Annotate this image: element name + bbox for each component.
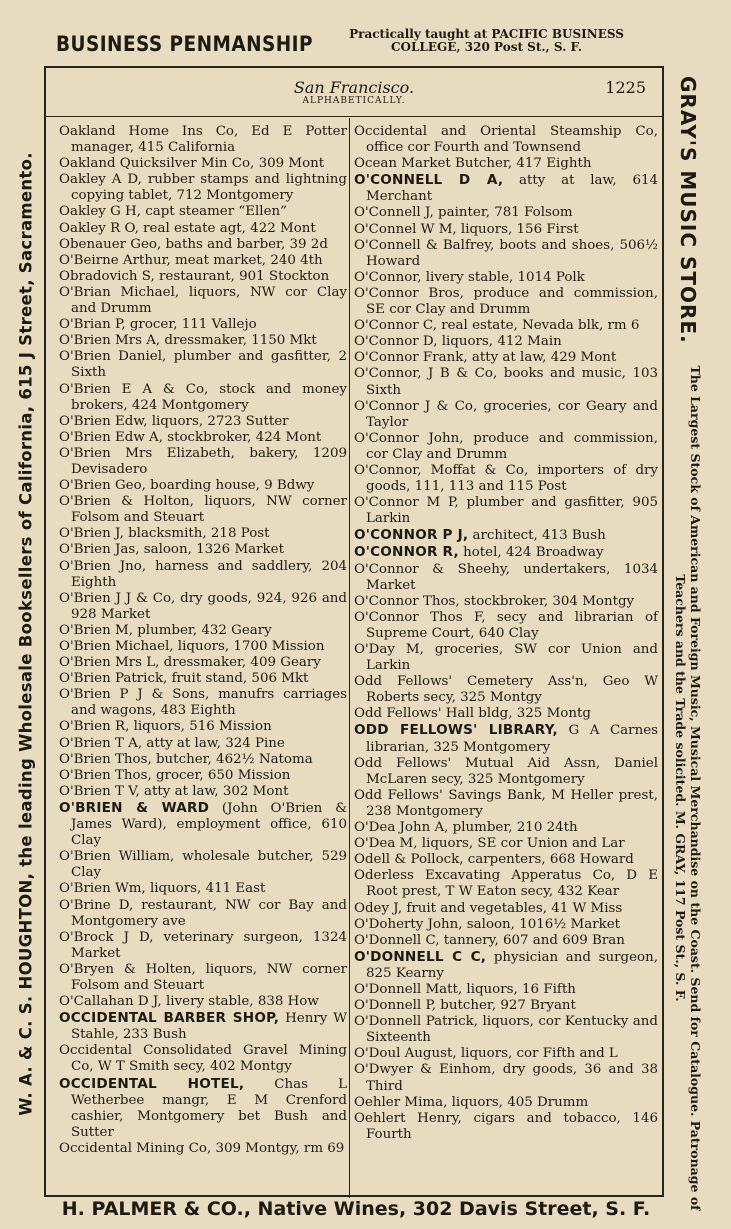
directory-entry <box>354 674 658 706</box>
directory-entry <box>59 333 347 349</box>
entry-bold-name: O'CONNELL D A, <box>354 172 504 189</box>
directory-entry <box>354 836 658 852</box>
entry-text: Henry W Stahle, 233 Bush <box>71 1011 348 1043</box>
entry-text: G A Carnes librarian, 325 Montgomery <box>366 723 658 755</box>
entry-text: Obenauer Geo, baths and barber, 39 2d <box>59 236 328 252</box>
entry-text: Oehlert Henry, cigars and tobacco, 146 Fourth <box>354 1110 658 1142</box>
directory-entry <box>59 317 347 333</box>
directory-entry <box>354 610 658 642</box>
directory-entry <box>354 318 658 334</box>
directory-entry <box>354 1014 658 1046</box>
entry-text: Oakland Quicksilver Min Co, 309 Mont <box>59 156 325 172</box>
directory-entry <box>59 430 347 446</box>
directory-entry <box>59 542 347 558</box>
directory-entry <box>59 930 347 962</box>
directory-entry <box>354 722 658 755</box>
directory-entry <box>354 527 658 544</box>
directory-entry <box>59 849 347 881</box>
entry-text: O'Connor Thos, stockbroker, 304 Montgy <box>354 593 635 609</box>
entry-bold-name: ODD FELLOWS' LIBRARY, <box>354 722 558 739</box>
directory-entry <box>59 237 347 253</box>
directory-entry <box>59 494 347 526</box>
directory-entry <box>59 285 347 317</box>
entry-text: O'Callahan D J, livery stable, 838 How <box>59 994 319 1010</box>
entry-bold-name: O'BRIEN & WARD <box>59 799 210 816</box>
directory-entry <box>354 982 658 998</box>
directory-entry <box>354 1095 658 1111</box>
entry-text: O'Dea M, liquors, SE cor Union and Lar <box>354 836 625 852</box>
entry-text: O'Brien J J & Co, dry goods, 924, 926 and 928 Market <box>59 590 347 622</box>
entry-text: Occidental Mining Co, 309 Montgy, rm 69 <box>59 1140 345 1156</box>
directory-entry <box>59 382 347 414</box>
directory-entry <box>59 1076 347 1141</box>
directory-entry <box>354 756 658 788</box>
directory-entry <box>354 852 658 868</box>
directory-entry <box>354 350 658 366</box>
directory-entry <box>59 962 347 994</box>
entry-text: O'Donnell Matt, liquors, 16 Fifth <box>354 981 576 997</box>
header-rule <box>46 116 662 117</box>
directory-entry <box>354 706 658 722</box>
entry-text: O'Connor John, produce and commission, cor Clay and Drumm <box>354 430 658 462</box>
entry-text: O'Donnell Patrick, liquors, cor Kentucky and Sixteenth <box>354 1014 658 1046</box>
entry-bold-name: O'CONNOR P J, <box>354 527 469 544</box>
directory-entry <box>59 1010 347 1043</box>
directory-entry <box>354 222 658 238</box>
directory-entry <box>354 949 658 982</box>
entry-text: O'Dwyer & Einhom, dry goods, 36 and 38 Third <box>354 1062 658 1094</box>
directory-entry <box>59 156 347 172</box>
right-margin-advertisement <box>668 68 708 1211</box>
directory-entry <box>354 463 658 495</box>
directory-entry <box>59 446 347 478</box>
directory-entry <box>59 800 347 849</box>
entry-text: O'Brien Edw, liquors, 2723 Sutter <box>59 413 289 429</box>
entry-text: O'Connor, J B & Co, books and music, 103 Sixth <box>354 366 658 398</box>
entry-text: Occidental Consolidated Gravel Mining Co, W T Smith secy, 402 Montgy <box>59 1043 347 1075</box>
entry-text: O'Connor M P, plumber and gasfitter, 905 Larkin <box>354 495 658 527</box>
left-column <box>59 124 347 1157</box>
directory-entry <box>354 933 658 949</box>
directory-entry <box>354 642 658 674</box>
entry-text: O'Brian Michael, liquors, NW cor Clay and Drumm <box>59 284 347 317</box>
directory-entry <box>354 998 658 1014</box>
entry-text: O'Bryen & Holten, liquors, NW corner Folsom and Steuart <box>59 961 347 993</box>
entry-text: O'Connor C, real estate, Nevada blk, rm 6 <box>354 318 640 334</box>
entry-text: O'Connel W M, liquors, 156 First <box>354 221 579 237</box>
directory-entry <box>354 868 658 900</box>
directory-entry <box>59 204 347 220</box>
entry-text: Odd Fellows' Cemetery Ass'n, Geo W Roberts secy, 325 Montgy <box>354 674 658 706</box>
entry-text: Odd Fellows' Mutual Aid Assn, Daniel McLaren secy, 325 Montgomery <box>354 755 658 787</box>
entry-text: O'Brien Mrs L, dressmaker, 409 Geary <box>59 655 321 671</box>
directory-entry <box>59 671 347 687</box>
column-divider <box>349 118 350 1198</box>
entry-text: Oderless Excavating Apperatus Co, D E Root prest, T W Eaton secy, 432 Kear <box>354 868 658 900</box>
entry-text: O'Dea John A, plumber, 210 24th <box>354 820 578 836</box>
entry-text: O'Doul August, liquors, cor Fifth and L <box>354 1046 618 1062</box>
entry-text: O'Day M, groceries, SW cor Union and Larkin <box>354 642 658 674</box>
directory-entry <box>354 286 658 318</box>
directory-entry <box>59 784 347 800</box>
directory-entry <box>354 820 658 836</box>
entry-text: O'Connor, Moffat & Co, importers of dry goods, 111, 113 and 115 Post <box>354 462 658 495</box>
entry-text: O'Brien R, liquors, 516 Mission <box>59 719 272 735</box>
directory-entry <box>59 1043 347 1075</box>
entry-text: O'Brien Daniel, plumber and gasfitter, 2 Sixth <box>59 349 347 381</box>
directory-entry <box>354 1046 658 1062</box>
directory-entry <box>354 901 658 917</box>
directory-entry <box>59 768 347 784</box>
entry-bold-name: O'DONNELL C C, <box>354 948 487 965</box>
entry-text: O'Brien M, plumber, 432 Geary <box>59 622 272 638</box>
entry-text: physician and surgeon, 825 Kearny <box>366 949 658 981</box>
entry-bold-name: OCCIDENTAL HOTEL, <box>59 1075 245 1092</box>
entry-text: O'Connell J, painter, 781 Folsom <box>354 205 573 221</box>
entry-text: Oehler Mima, liquors, 405 Drumm <box>354 1094 589 1110</box>
directory-entry <box>354 562 658 594</box>
directory-entry <box>354 594 658 610</box>
directory-entry <box>59 736 347 752</box>
directory-entry <box>354 172 658 205</box>
entry-text: O'Donnell P, butcher, 927 Bryant <box>354 998 576 1014</box>
entry-text: O'Brien William, wholesale butcher, 529 Clay <box>59 849 347 881</box>
directory-entry <box>354 917 658 933</box>
directory-entry <box>59 559 347 591</box>
directory-entry <box>59 526 347 542</box>
directory-entry <box>59 881 347 897</box>
entry-text: Ocean Market Butcher, 417 Eighth <box>354 156 592 172</box>
directory-entry <box>59 655 347 671</box>
left-rule <box>44 66 46 1196</box>
directory-entry <box>59 752 347 768</box>
top-ad-headline: BUSINESS PENMANSHIP <box>56 32 313 56</box>
top-ad-text: Practically taught at PACIFIC BUSINESS COLLEGE, 320 Post St., S. F. <box>349 27 624 54</box>
entry-text: Oakley A D, rubber stamps and lightning copying tablet, 712 Montgomery <box>59 172 347 204</box>
directory-entry <box>354 366 658 398</box>
directory-entry <box>354 431 658 463</box>
left-ad-text: W. A. & C. S. HOUGHTON, the leading Wholesale Booksellers of California, 615 J Street, Sacramento. <box>16 152 36 1116</box>
directory-entry <box>59 591 347 623</box>
directory-entry <box>354 495 658 527</box>
entry-text: O'Connor J & Co, groceries, cor Geary and Taylor <box>354 398 658 430</box>
entry-text: O'Brien & Holton, liquors, NW corner Folsom and Steuart <box>59 494 347 526</box>
entry-text: O'Connor Bros, produce and commission, SE cor Clay and Drumm <box>354 285 658 318</box>
entry-text: O'Brien Michael, liquors, 1700 Mission <box>59 639 325 654</box>
top-rule <box>44 66 664 68</box>
entry-text: Chas L Wetherbee mangr, E M Crenford cashier, Montgomery bet Bush and Sutter <box>71 1076 347 1140</box>
directory-entry <box>354 1062 658 1094</box>
entry-text: O'Brock J D, veterinary surgeon, 1324 Market <box>59 929 347 961</box>
directory-entry <box>59 349 347 381</box>
entry-text: O'Connor D, liquors, 412 Main <box>354 334 562 350</box>
entry-text: O'Brien Jas, saloon, 1326 Market <box>59 542 284 558</box>
entry-text: O'Connor, livery stable, 1014 Polk <box>354 269 585 285</box>
right-rule <box>662 66 664 1196</box>
entry-text: Odell & Pollock, carpenters, 668 Howard <box>354 852 634 868</box>
entry-text: O'Brien Patrick, fruit stand, 506 Mkt <box>59 671 309 687</box>
entry-text: O'Donnell C, tannery, 607 and 609 Bran <box>354 932 625 948</box>
page-subheading: ALPHABETICALLY. <box>302 96 406 106</box>
entry-text: (John O'Brien & James Ward), employment office, 610 Clay <box>71 800 347 849</box>
entry-text: O'Connor Frank, atty at law, 429 Mont <box>354 350 617 366</box>
entry-text: O'Brien P J & Sons, manufrs carriages and wagons, 483 Eighth <box>59 687 347 719</box>
directory-entry <box>59 253 347 269</box>
entry-text: O'Connor & Sheehy, undertakers, 1034 Market <box>354 561 658 593</box>
top-advertisement <box>56 28 656 62</box>
entry-text: Oakland Home Ins Co, Ed E Potter manager, 415 California <box>59 124 347 156</box>
directory-entry <box>59 414 347 430</box>
directory-entry <box>354 124 658 156</box>
entry-text: O'Brien E A & Co, stock and money brokers, 424 Montgomery <box>59 381 347 413</box>
directory-entry <box>59 124 347 156</box>
directory-entry <box>59 994 347 1010</box>
entry-text: O'Connell & Balfrey, boots and shoes, 506½ Howard <box>354 237 658 269</box>
directory-entry <box>59 687 347 719</box>
page-header <box>56 78 652 110</box>
directory-entry <box>59 623 347 639</box>
entry-text: hotel, 424 Broadway <box>458 545 604 561</box>
entry-text: architect, 413 Bush <box>468 528 606 544</box>
entry-text: O'Brien Thos, butcher, 462½ Natoma <box>59 751 313 767</box>
entry-text: Odd Fellows' Hall bldg, 325 Montg <box>354 706 591 722</box>
directory-entry <box>354 334 658 350</box>
entry-text: Oakley G H, capt steamer “Ellen” <box>59 204 287 220</box>
entry-text: Odd Fellows' Savings Bank, M Heller prest, 238 Montgomery <box>354 787 658 819</box>
entry-text: Odey J, fruit and vegetables, 41 W Miss <box>354 900 623 916</box>
directory-entry <box>354 399 658 431</box>
directory-entry <box>59 221 347 237</box>
directory-entry <box>59 639 347 655</box>
entry-bold-name: OCCIDENTAL BARBER SHOP, <box>59 1010 280 1027</box>
directory-entry <box>59 478 347 494</box>
entry-text: O'Brien Geo, boarding house, 9 Bdwy <box>59 478 315 494</box>
directory-entry <box>354 544 658 561</box>
bottom-advertisement: H. PALMER & CO., Native Wines, 302 Davis Street, S. F. <box>61 1198 651 1220</box>
entry-text: O'Brine D, restaurant, NW cor Bay and Montgomery ave <box>59 897 347 929</box>
entry-text: O'Brien J, blacksmith, 218 Post <box>59 526 270 542</box>
entry-text: O'Doherty John, saloon, 1016½ Market <box>354 916 621 932</box>
entry-bold-name: O'CONNOR R, <box>354 544 459 561</box>
directory-entry <box>59 719 347 735</box>
page-number: 1225 <box>605 78 646 97</box>
right-ad-text: The Largest Stock of American and Foreign Music, Musical Merchandise on the Coast. Send for Catalogue. Patronage of Teachers and the Trade solicited. M. GRAY, 117 Post St., S. F. <box>673 365 703 1211</box>
directory-entry <box>59 172 347 204</box>
entry-text: Oakley R O, real estate agt, 422 Mont <box>59 220 316 236</box>
directory-entry <box>354 205 658 221</box>
entry-text: O'Brien Wm, liquors, 411 East <box>59 881 266 897</box>
entry-text: O'Brien Jno, harness and saddlery, 204 Eighth <box>59 558 347 590</box>
entry-text: O'Brien T V, atty at law, 302 Mont <box>59 783 289 799</box>
entry-text: O'Brian P, grocer, 111 Vallejo <box>59 317 257 333</box>
directory-entry <box>354 238 658 270</box>
right-column <box>354 124 658 1143</box>
entry-text: O'Connor Thos F, secy and librarian of Supreme Court, 640 Clay <box>354 609 658 641</box>
directory-entry <box>354 1111 658 1143</box>
entry-text: Occidental and Oriental Steamship Co, office cor Fourth and Townsend <box>354 124 658 156</box>
entry-text: O'Brien Mrs Elizabeth, bakery, 1209 Devisadero <box>59 445 347 477</box>
entry-text: O'Beirne Arthur, meat market, 240 4th <box>59 252 323 268</box>
directory-entry <box>59 269 347 285</box>
entry-text: O'Brien Thos, grocer, 650 Mission <box>59 767 291 783</box>
directory-entry <box>354 156 658 172</box>
entry-text: Obradovich S, restaurant, 901 Stockton <box>59 268 330 284</box>
directory-entry <box>59 1141 347 1157</box>
directory-entry <box>59 898 347 930</box>
right-ad-title: GRAY'S MUSIC STORE. <box>676 76 700 344</box>
entry-text: O'Brien T A, atty at law, 324 Pine <box>59 735 285 751</box>
entry-text: O'Brien Edw A, stockbroker, 424 Mont <box>59 429 322 445</box>
entry-text: atty at law, 614 Merchant <box>366 173 658 205</box>
page-city: San Francisco. <box>293 78 415 97</box>
bottom-rule <box>44 1195 664 1197</box>
directory-entry <box>354 788 658 820</box>
directory-entry <box>354 270 658 286</box>
entry-text: O'Brien Mrs A, dressmaker, 1150 Mkt <box>59 333 317 349</box>
